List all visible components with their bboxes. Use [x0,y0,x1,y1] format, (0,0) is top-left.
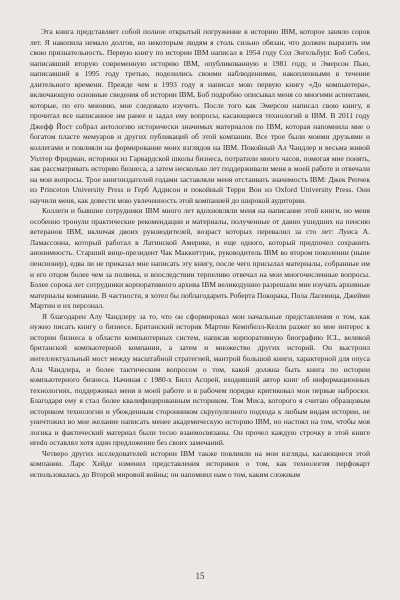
paragraph-2: Коллеги и бывшие сотрудники IBM много лет вдохновляли меня на написание этой книги, но меня особенно тронули практические рекомендации и материалы, полученные от давно ушедших на пенсию ветеранов IBM, включая двоих руководителей, возраст которых перевалил за сто лет: Луиса А. Ламассонна, который работал в Латинской Америке, и еще одного, который предпочел сохранить анонимность. Старший вице-президент Чак Маккиттрик, руководитель IBM во втором поколении (ныне пенсионер), едва ли не приказал мне написать эту книгу, после чего присылал материалы, собранные им и его отцом более чем за полвека, и впоследствии терпеливо отвечал на мои многочисленные вопросы. Более сорока лет сотрудники корпоративного архива IBM великодушно разрешали мне изучать архивные материалы компании. В частности, я хотел бы поблагодарить Роберта Покорака, Пола Ласевица, Джейми Мартин и их персонал. [30,206,370,311]
paragraph-3: Я благодарен Алу Чандлеру за то, что он сформировал мои начальные представления о том, как нужно писать книгу о бизнесе. Британский историк Мартин Кемпбелл-Келли разжег во мне интерес к истории бизнеса в области компьютерных систем, написав корпоративную биографию ICL, великой британской компьютерной компании, а затем и множество других историй. Он выстроил интеллектуальный мост между масштабной стратегией, мантрой большой книги, характерной для опуса Ала Чандлера, и более тактическим вопросом о том, какой должна быть книга по истории компьютерного бизнеса. Начиная с 1980-х Билл Аспрей, входивший автор книг об информационных технологиях, поддерживал меня в моей работе и в рабочем порядке критиковал мои первые наброски. Благодаря ему я стал более квалифицированным историком. Том Миса, которого я считаю образцовым историком технологии и убежденным сторонником скрупулезного подхода к любым видам истории, не уничтожил во мне желание написать менее академическую историю IBM, но настоял на том, чтобы моя логика и фактический материал были тесно взаимосвязаны. Он прочел каждую строчку в этой книге иredo оставлял хотя один предложение без своих замечаний. [30,311,370,448]
body-text [30,27,370,481]
paragraph-4: Четверо других исследователей истории IBM также повлияли на мои взгляды, касающиеся этой компании. Ларс Хейде изменил представления историков о том, как технология перфокарт использовалась до Второй мировой войны; он напомнил нам о том, каким сложным [30,448,370,479]
page-number: 15 [195,571,205,581]
paragraph-1: Эта книга представляет собой полное открытый погружение в историю IBM, которое заняло сорок лет. Я накопила немало долгов, но некоторым людям я столь сильно обязан, что должен выразить им свою признательность. Первую книгу по истории IBM написал в 1954 году Сол Энгельбург. Боб Собел, написавший вторую современную историю IBM, опубликованную в 1981 году, и Эмерсон Пью, написавший в 1995 году третью, поделились своими наблюдениями, накопленными в течение длительного времени. Прежде чем в 1993 году я написал мою первую книгу «До компьютера», включающую основные сведения об истории IBM, Боб подробно описывал меня со многими аспектами, которые, по его мнению, мне следовало изучить. После того как Эмерсон написал свою книгу, я прочитал все написанное им ранее и задал ему вопросы, касающиеся технологий в IBM. В 2011 году Джефф Йост собрал антологию исторически значимых материалов по IBM, которая напомнила мне о богатом пласте мемуаров и других публикаций об этой компании. Все трое были моими друзьями и коллегами и повлияли на формирование моих взглядов на IBM. Покойный Ал Чандлер и весьма живой Уолтер Фридман, историки из Гарвардской школы бизнеса, потратили много часов, помогая мне понять, как рассматривать историю бизнеса, а затем несколько лет поддерживали меня в моей работе и отвечали на мои вопросы. Трое книгоиздателей годами заставляли меня отстаивать значимость IBM: Джек Репчек из Princeton University Press и Герб Аддисон и покойный Терри Вон из Oxford University Press. Они научили меня, как довести мою увлеченность этой компанией до широкой аудитории. [30,27,370,205]
